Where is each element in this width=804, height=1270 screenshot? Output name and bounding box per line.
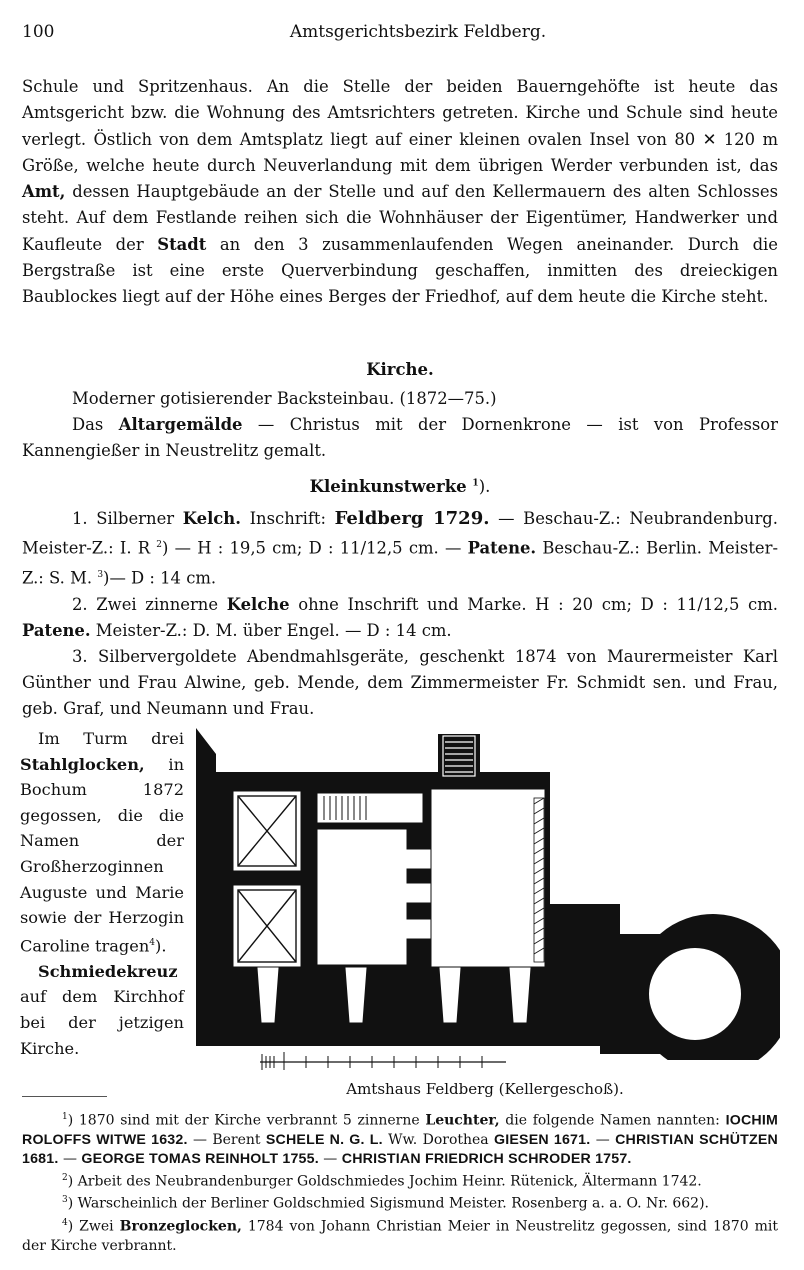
running-header: [22, 22, 774, 44]
side-column: [20, 726, 184, 1061]
text-part: ) Zwei: [67, 1218, 120, 1235]
text-part: —: [318, 1150, 342, 1167]
plan-hatched-wall: [534, 798, 544, 962]
footnote-2: [22, 1169, 778, 1192]
text-part: die folgende Namen nannten:: [499, 1112, 720, 1129]
stadt-term: Stadt: [157, 234, 207, 254]
text-part: Beschau-Z.: Berlin. Meister-Z.: S. M.: [22, 538, 778, 588]
text-part: ) — H : 19,5 cm; D : 11/12,5 cm. —: [162, 538, 468, 558]
glocken-paragraph: [20, 726, 184, 959]
inscription-name: CHRISTIAN FRIEDRICH SCHRODER 1757.: [341, 1150, 632, 1167]
text-part: Das: [72, 415, 119, 434]
text-part: — Berent: [187, 1131, 266, 1148]
patene-term: Patene.: [22, 620, 91, 640]
text-part: )— D : 14 cm.: [103, 568, 217, 588]
item-1: [22, 506, 778, 592]
figure-caption: Amtshaus Feldberg (Kellergeschoß).: [346, 1080, 624, 1098]
text-part: Inschrift:: [240, 509, 335, 528]
text-part: Im Turm drei: [38, 729, 184, 748]
text-part: Ww. Dorothea: [382, 1131, 494, 1148]
kirche-section: [22, 386, 778, 464]
text-part: auf dem Kirchhof bei der jetzigen Kirche.: [20, 987, 184, 1058]
scale-bar: [258, 1046, 508, 1076]
plan-shaft-1: [258, 968, 278, 1022]
intro-text-part: an den 3 zusammenlaufenden Wegen aneinander. Durch die Bergstraße ist eine erste Querverbindung geschaffen, inmitten des dreieckigen Baublockes liegt auf der Höhe eines Berges der Friedhof, auf dem heute die Kirche steht.: [22, 234, 779, 307]
plan-room-center: [318, 830, 406, 964]
plan-shaft-3: [440, 968, 460, 1022]
text-part: —: [58, 1150, 82, 1167]
text-part: Meister-Z.: D. M. über Engel. — D : 14 cm.: [90, 620, 452, 640]
heading-text: Kleinkunstwerke: [309, 477, 467, 496]
text-part: in Bochum 1872 gegossen, die die Namen der Großherzoginnen Auguste und Marie sowie der Herzogin Caroline tragen: [20, 754, 184, 956]
text-part: 2. Zwei zinnerne: [72, 594, 227, 614]
footnote-mark: 3: [62, 1195, 68, 1206]
footnote-ref: 4: [149, 937, 156, 948]
footnote-4: [22, 1214, 778, 1256]
text-part: —: [590, 1131, 616, 1148]
intro-text-part: Schule und Spritzenhaus. An die Stelle der beiden Bauerngehöfte ist heute das Amtsgericht bzw. die Wohnung des Amtsrichters getreten. Kirche und Schule sind heute verlegt. Östlich von dem Amtsplatz liegt auf einer kleinen ovalen Insel von 80 ✕ 120 m Größe, welche heute durch Neuverlandung mit dem übrigen Werder verbunden ist, das: [22, 77, 778, 175]
text-part: 1. Silberner: [72, 509, 183, 528]
footnote-3: [22, 1191, 778, 1214]
footnotes: [22, 1108, 778, 1256]
inscription-name: IOCHIM ROLOFFS WITWE 1632.: [22, 1112, 778, 1148]
heading-end: ).: [478, 477, 491, 496]
running-title: Amtsgerichtsbezirk Feldberg.: [289, 22, 547, 42]
footnote-mark: 2: [62, 1172, 68, 1183]
footnote-ref: 1: [472, 478, 479, 489]
plan-shaft-2: [346, 968, 366, 1022]
text-part: ohne Inschrift und Marke. H : 20 cm; D : 11/12,5 cm.: [289, 594, 778, 614]
text-part: ).: [155, 936, 167, 956]
footnote-1: [22, 1108, 778, 1169]
intro-text-part: dessen Hauptgebäude an der Stelle und auf den Kellermauern des alten Schlosses steht. Auf dem Festlande reihen sich die Wohnhäuser der Eigentümer, Handwerker und Kaufleute der: [22, 182, 778, 254]
bronzeglocken-term: Bronzeglocken,: [119, 1218, 242, 1235]
inscription: Feldberg 1729.: [334, 508, 490, 529]
plan-passage-3: [406, 920, 430, 938]
plan-shaft-4: [510, 968, 530, 1022]
inscription-name: GEORGE TOMAS REINHOLT 1755.: [81, 1150, 319, 1167]
amt-term: Amt,: [22, 182, 66, 202]
patene-term: Patene.: [467, 538, 537, 558]
page-number: 100: [22, 22, 55, 42]
plan-tower-void: [649, 948, 741, 1040]
schmiedekreuz-term: Schmiedekreuz: [38, 961, 178, 981]
text-part: 1784 von Johann Christian Meier in Neustrelitz gegossen, sind 1870 mit der Kirche verbrannt.: [22, 1218, 778, 1254]
plan-passage-1: [406, 850, 430, 868]
footnote-rule: [22, 1096, 107, 1097]
stahlglocken-term: Stahlglocken,: [20, 754, 145, 774]
text-part: — Beschau-Z.: Neubrandenburg. Meister-Z.: I. R: [22, 509, 778, 558]
text-part: ) Arbeit des Neubrandenburger Goldschmiedes Jochim Heinr. Rütenick, Ältermann 1742.: [67, 1173, 702, 1190]
text-part: ) Warscheinlich der Berliner Goldschmied Sigismund Meister. Rosenberg a. a. O. Nr. 662).: [67, 1195, 709, 1212]
kirche-line: Moderner gotisierender Backsteinbau. (1872—75.): [72, 389, 497, 408]
plan-stair-top: [443, 736, 475, 776]
intro-text: [22, 74, 778, 311]
inscription-name: GIESEN 1671.: [494, 1131, 591, 1148]
floor-plan: [190, 724, 780, 1060]
plan-passage-2: [406, 884, 430, 902]
intro-paragraph: [22, 74, 778, 311]
kelche-term: Kelche: [226, 594, 290, 614]
footnote-ref: 2: [156, 540, 163, 551]
footnote-mark: 4: [62, 1217, 68, 1228]
section-heading-kleinkunst: [22, 477, 778, 496]
plan-room-right: [432, 790, 544, 966]
leuchter-term: Leuchter,: [425, 1112, 500, 1129]
item-3: 3. Silbervergoldete Abendmahlsgeräte, geschenkt 1874 von Maurermeister Karl Günther und Frau Alwine, geb. Mende, dem Zimmermeister Fr. Schmidt sen. und Frau, geb. Graf, und Neumann und Frau.: [22, 646, 778, 719]
section-heading-kirche: Kirche.: [366, 360, 434, 379]
item-2: [22, 592, 778, 644]
text-part: ) 1870 sind mit der Kirche verbrannt 5 zinnerne: [67, 1112, 426, 1129]
footnote-ref: 3: [97, 569, 104, 580]
inscription-name: SCHELE N. G. L.: [265, 1131, 383, 1148]
plan-corridor: [318, 794, 422, 822]
footnote-mark: 1: [62, 1112, 68, 1122]
kleinkunst-items: [22, 506, 778, 723]
altar-paragraph: [22, 412, 778, 464]
text-part: — Christus mit der Dornenkrone — ist von Professor Kannengießer in Neustrelitz gemalt.: [22, 415, 778, 460]
kreuz-paragraph: [20, 959, 184, 1061]
inscription-name: CHRISTIAN SCHÜTZEN 1681.: [22, 1131, 778, 1167]
altar-term: Altargemälde: [118, 415, 243, 434]
kelch-term: Kelch.: [182, 509, 241, 528]
